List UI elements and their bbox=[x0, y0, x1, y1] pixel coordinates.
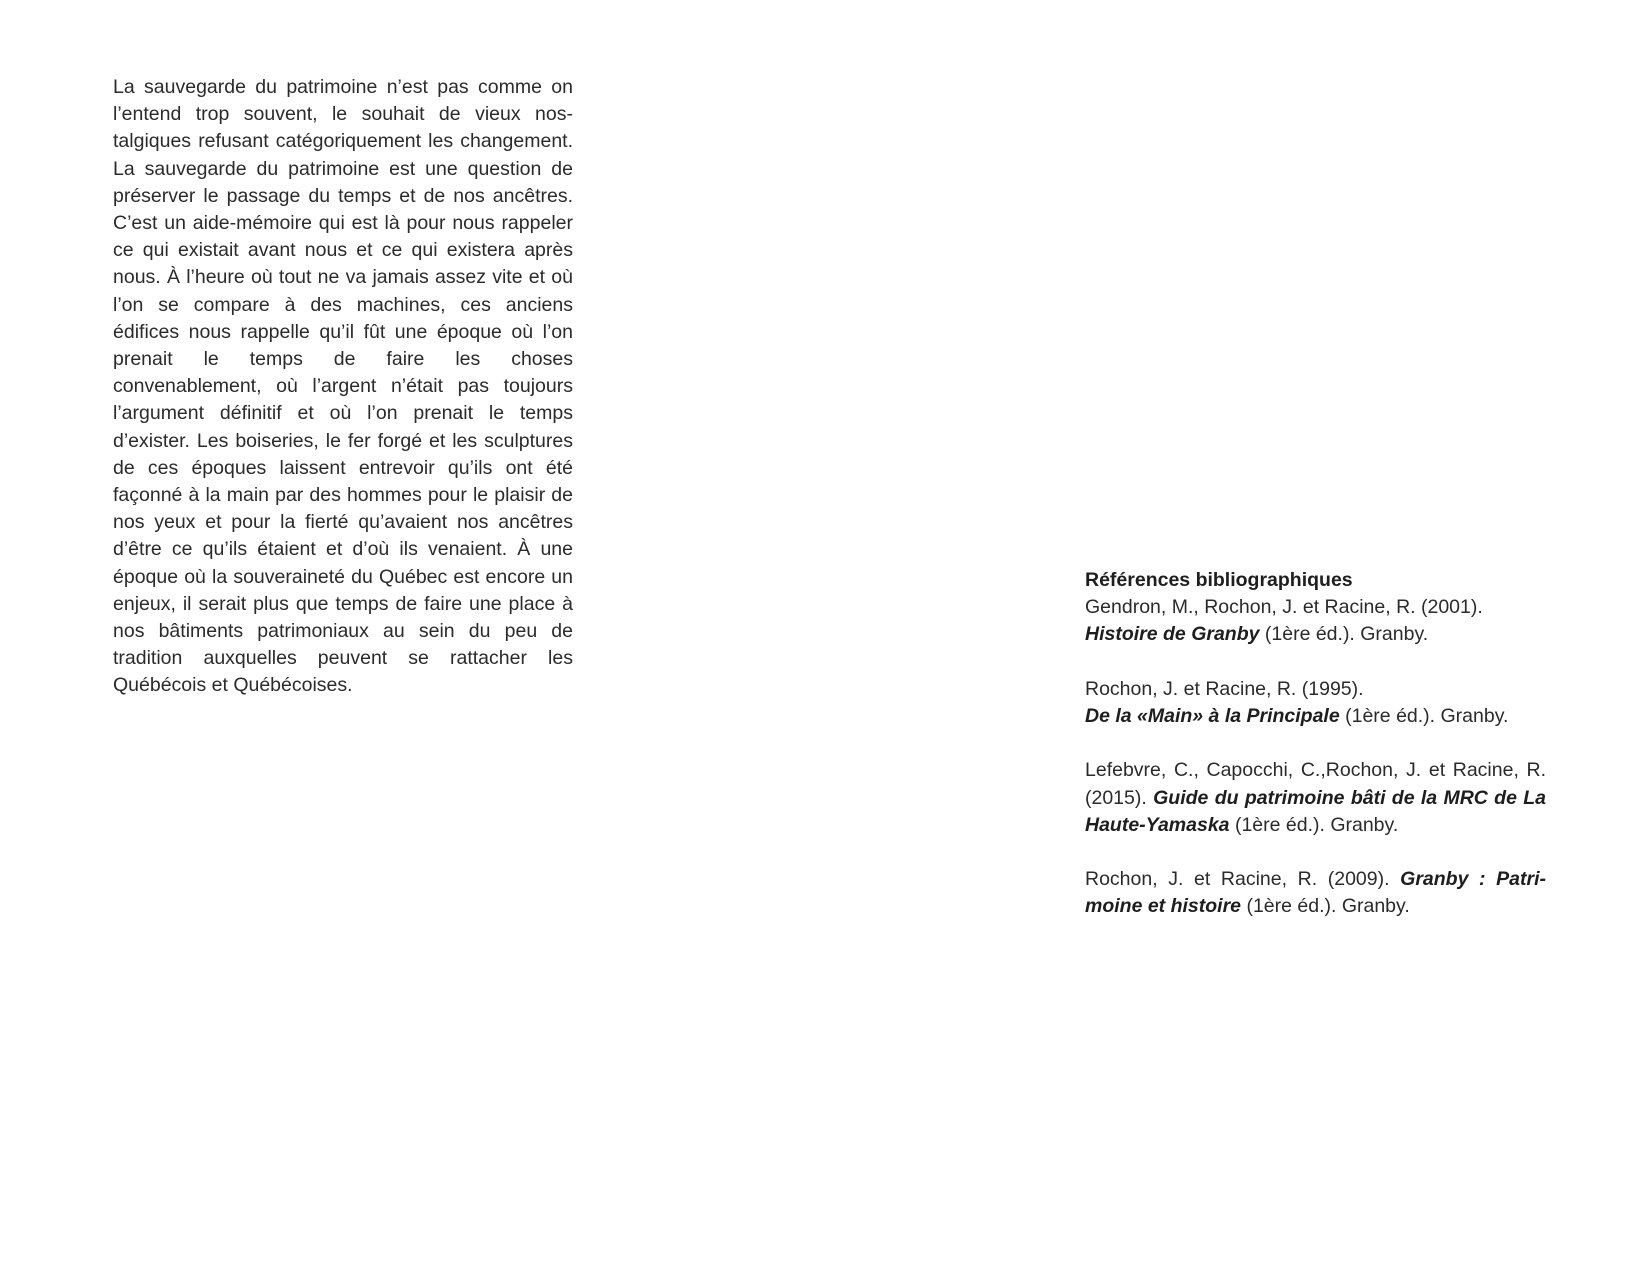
reference-title: Granby : Patrimoine et histoire bbox=[1085, 868, 1546, 918]
reference-edition: (1ère éd.). Granby. bbox=[1264, 623, 1429, 646]
reference-edition: (1ère éd.). Granby. bbox=[1234, 813, 1399, 836]
reference-item bbox=[1085, 866, 1546, 920]
reference-authors: Rochon, J. et Racine, R. (2009). bbox=[1085, 868, 1390, 891]
references-heading: Références bibliographiques bbox=[1085, 569, 1353, 591]
reference-item bbox=[1085, 594, 1546, 648]
reference-authors: Gendron, M., Rochon, J. et Racine, R. (2001). bbox=[1085, 596, 1483, 619]
reference-item bbox=[1085, 676, 1546, 730]
reference-title: De la «Main» à la Principale bbox=[1085, 705, 1340, 727]
reference-authors: Lefebvre, C., Capocchi, C.,Rochon, J. et Racine, R. (2015). bbox=[1085, 759, 1546, 809]
reference-edition: (1ère éd.). Granby. bbox=[1345, 705, 1509, 727]
body-paragraph: La sauvegarde du patrimoine n’est pas comme on l’entend trop souvent, le souhait de vieux nostalgiques refusant catégoriquement les changement. La sauvegarde du patrimoine est une question de préserver le passage du temps et de nos ancêtres. C’est un aide-mémoire qui est là pour nous rappeler ce qui existait avant nous et ce qui existera après nous. À l’heure où tout ne va jamais assez vite et où l’on se compare à des machines, ces anciens édifices nous rappelle qu’il fût une époque où l’on prenait le temps de faire les choses convenablement, où l’argent n’était pas toujours l’argument définitif et où l’on prenait le temps d’exister. Les boiseries, le fer forgé et les sculptures de ces époques laissent entrevoir qu’ils ont été façonné à la main par des hommes pour le plaisir de nos yeux et pour la fierté qu’avaient nos ancêtres d’être ce qu’ils étaient et d’où ils venaient. À une époque où la souveraineté du Québec est encore un enjeux, il serait plus que temps de faire une place à nos bâtiments patrimoniaux au sein du peu de tradition auxquelles peuvent se rattacher les Québécois et Québécoises. bbox=[113, 76, 573, 697]
reference-title: Histoire de Granby bbox=[1085, 623, 1260, 646]
reference-item bbox=[1085, 757, 1546, 839]
reference-edition: (1ère éd.). Granby. bbox=[1246, 895, 1410, 918]
reference-title: Guide du patrimoine bâti de la MRC de La Haute-Yamaska bbox=[1085, 786, 1546, 836]
references-section bbox=[1085, 567, 1546, 948]
reference-authors: Rochon, J. et Racine, R. (1995). bbox=[1085, 677, 1364, 700]
